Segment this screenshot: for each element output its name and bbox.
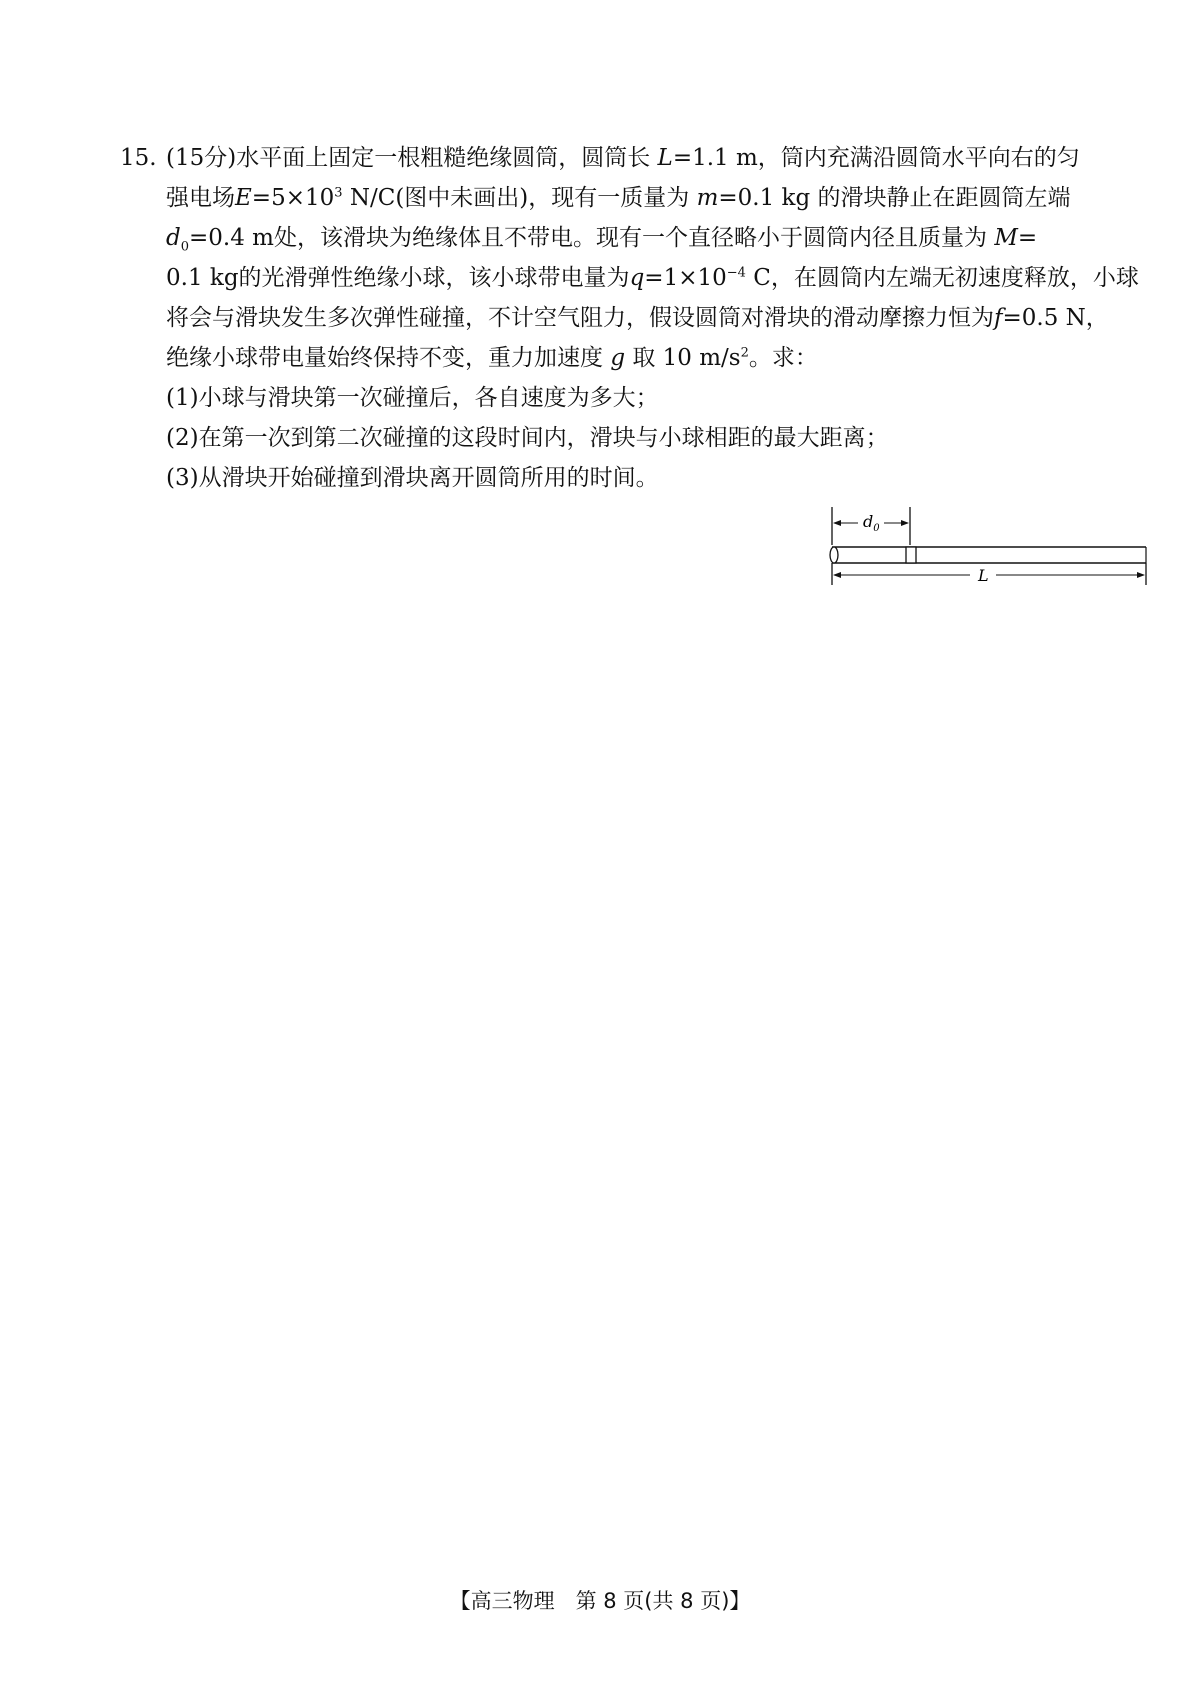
question-line-2: 强电场$E=5\times 10^3$ N/C(图中未画出)，现有一质量为 m=0.1 kg 的滑块静止在距圆筒左端 — [166, 185, 1071, 211]
question-number: 15. — [120, 145, 157, 171]
sub-question-3: (3)从滑块开始碰撞到滑块离开圆筒所用的时间。 — [166, 465, 659, 491]
sub-question-2: (2)在第一次到第二次碰撞的这段时间内，滑块与小球相距的最大距离； — [166, 425, 889, 451]
question-line-5: 将会与滑块发生多次弹性碰撞，不计空气阻力，假设圆筒对滑块的滑动摩擦力恒为f=0.5 N， — [166, 305, 1109, 331]
tube-diagram — [820, 505, 1150, 595]
d0-arrow-left — [833, 520, 841, 526]
d0-arrow-right — [901, 520, 909, 526]
L-label: L — [978, 566, 989, 585]
question-line-6: 绝缘小球带电量始终保持不变，重力加速度 g 取 10 $m/s^2$。求： — [166, 345, 818, 371]
slider-block — [906, 547, 916, 563]
question-line-1: 15. (15分)水平面上固定一根粗糙绝缘圆筒，圆筒长 L=1.1 m，筒内充满沿圆筒水平向右的匀 — [120, 138, 1150, 178]
page-footer: 【高三物理 第 8 页(共 8 页)】 — [449, 1589, 751, 1613]
L-arrow-left — [833, 572, 841, 578]
question-line-4: 0.1 kg的光滑弹性绝缘小球，该小球带电量为$q=1\times 10^{-4}$ C，在圆筒内左端无初速度释放，小球 — [166, 265, 1139, 291]
d0-label: $d_0$ — [863, 512, 880, 534]
tube-left-end — [830, 547, 838, 563]
question-15 — [120, 138, 1150, 498]
question-line-3: $d_0=0.4$ m处，该滑块为绝缘体且不带电。现有一个直径略小于圆筒内径且质量为 M= — [166, 225, 1038, 255]
L-arrow-right — [1137, 572, 1145, 578]
sub-question-1: (1)小球与滑块第一次碰撞后，各自速度为多大； — [166, 385, 659, 411]
